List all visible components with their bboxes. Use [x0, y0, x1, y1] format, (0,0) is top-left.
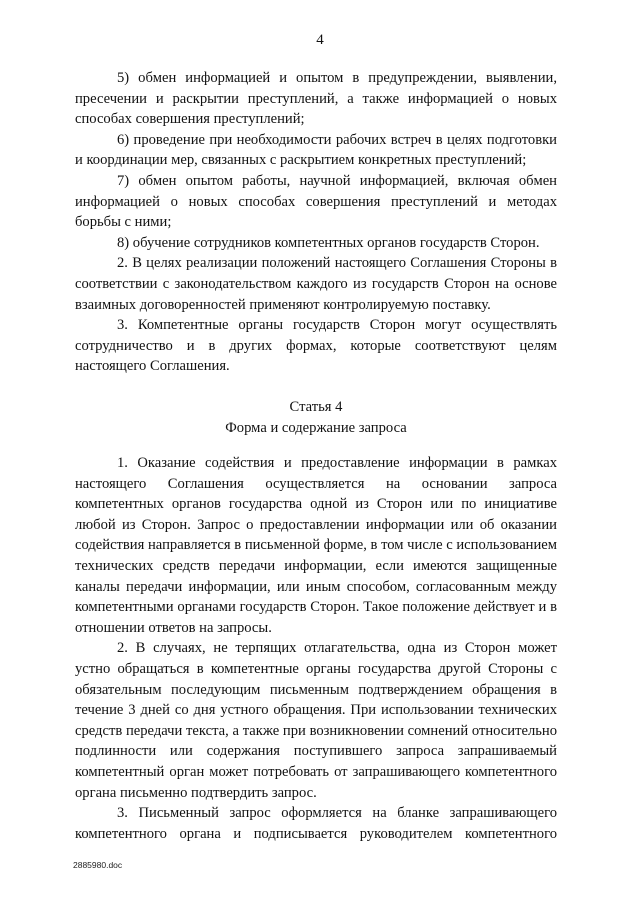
section-bottom [75, 453, 557, 844]
article-title: Форма и содержание запроса [225, 419, 407, 436]
paragraph: 5) обмен информацией и опытом в предупреждении, выявлении, пресечении и раскрытии преступлений, а также информацией о новых способах совершения преступлений; [75, 70, 557, 128]
paragraph: 8) обучение сотрудников компетентных органов государств Сторон. [117, 234, 540, 251]
article-number: Статья 4 [289, 399, 343, 415]
section-top [75, 68, 557, 377]
paragraph: 3. Компетентные органы государств Сторон могут осуществлять сотрудничество и в других формах, которые соответствуют целям настоящего Соглашения. [75, 317, 557, 375]
paragraph: 2. В случаях, не терпящих отлагательства, одна из Сторон может устно обращаться в компетентные органы государства другой Стороны с обязательным последующим письменным подтверждением обращения в течение 3 дней со дня устного обращения. При использовании технических средств передачи текста, а также при возникновении сомнений относительно подлинности или содержания поступившего запроса запрашиваемый компетентный орган может потребовать от запрашивающего компетентного органа письменно подтвердить запрос. [75, 640, 557, 801]
paragraph: 6) проведение при необходимости рабочих встреч в целях подготовки и координации мер, связанных с раскрытием конкретных преступлений; [75, 131, 557, 169]
paragraph: 3. Письменный запрос оформляется на бланке запрашивающего компетентного органа и подписывается руководителем компетентного [75, 805, 557, 842]
paragraph: 1. Оказание содействия и предоставление информации в рамках настоящего Соглашения осуществляется на основании запроса компетентных органов государства одной из Сторон или по инициативе любой из Сторон. Запрос о предоставлении информации или об оказании содействия направляется в письменной форме, в том числе с использованием технических средств передачи информации, если имеются защищенные каналы передачи информации, или иным способом, согласованным между компетентными органами государств Сторон. Такое положение действует и в отношении ответов на запросы. [75, 455, 557, 636]
paragraph: 2. В целях реализации положений настоящего Соглашения Стороны в соответствии с законодательством каждого из государств Сторон на основе взаимных договоренностей применяют контролируемую поставку. [75, 255, 557, 313]
paragraph: 7) обмен опытом работы, научной информацией, включая обмен информацией о новых способах совершения преступлений и методах борьбы с ними; [75, 172, 557, 231]
article-heading [75, 397, 557, 438]
page-number: 4 [316, 32, 324, 48]
footer-filename: 2885980.doc [73, 860, 123, 870]
